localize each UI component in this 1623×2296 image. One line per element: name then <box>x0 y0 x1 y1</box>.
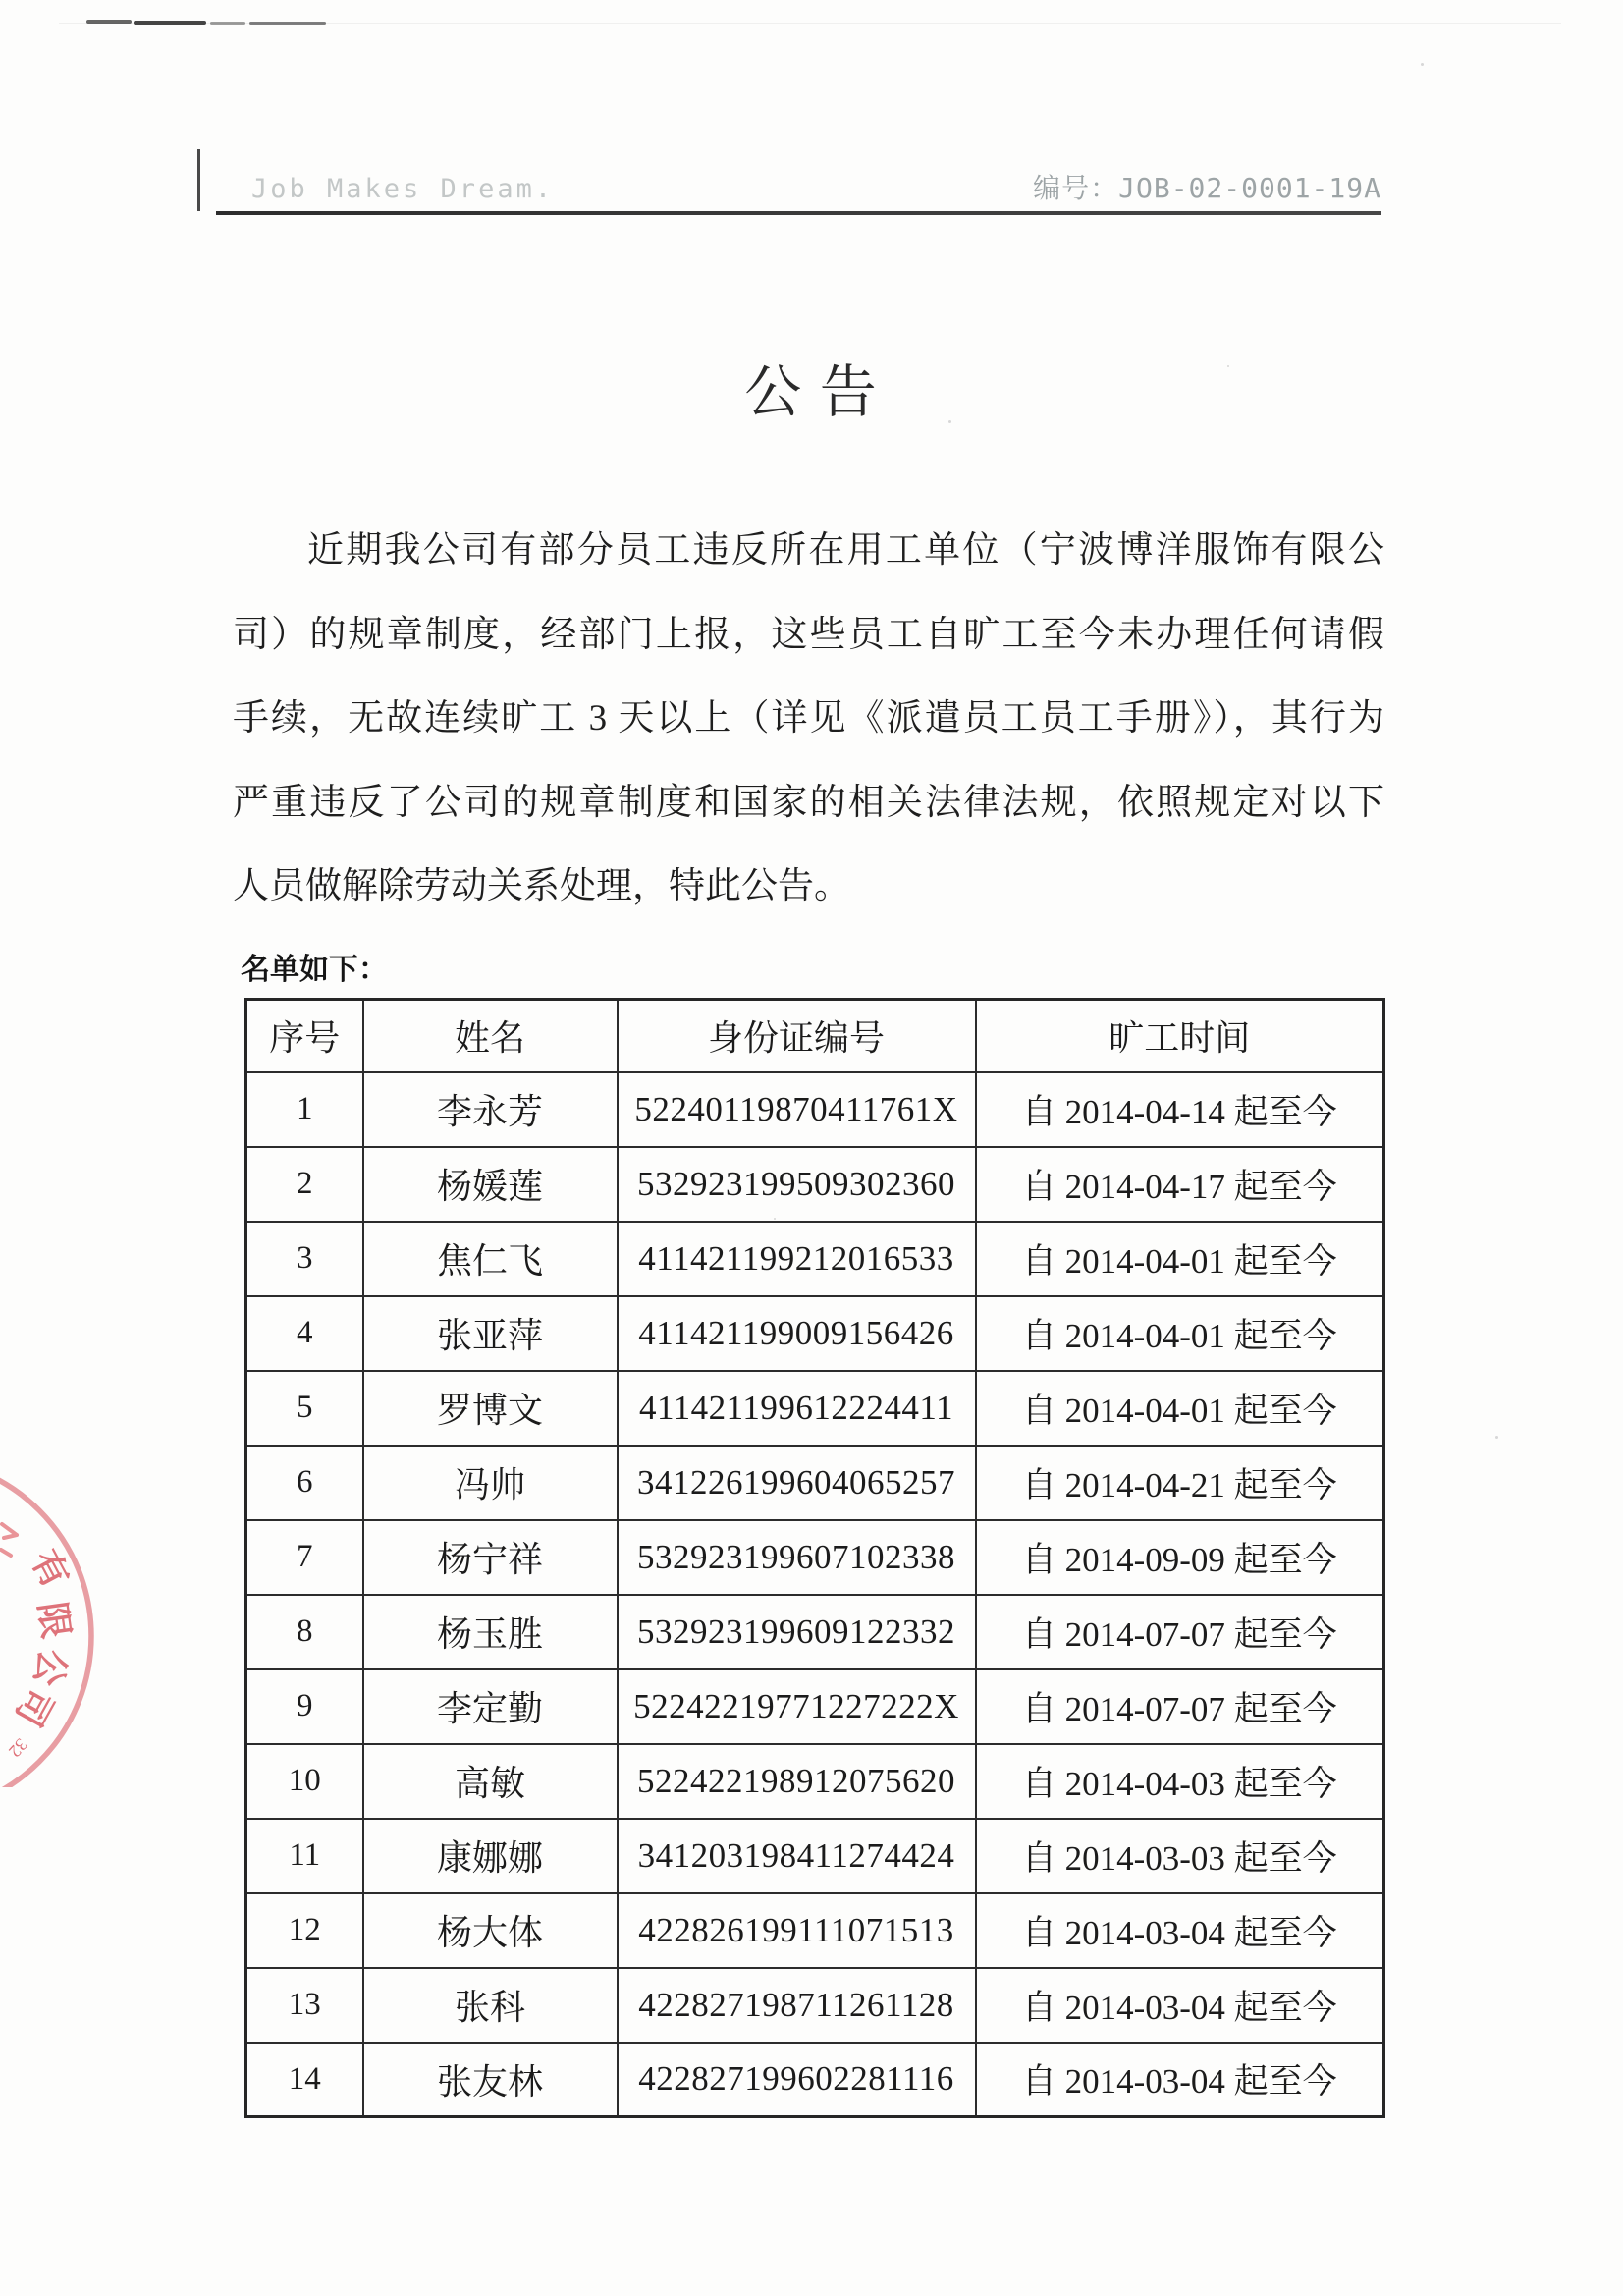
table-cell-name: 杨宁祥 <box>363 1520 618 1595</box>
paragraph-line: 严重违反了公司的规章制度和国家的相关法律法规，依照规定对以下 <box>233 782 1384 823</box>
table-cell-name: 李定勤 <box>363 1669 618 1744</box>
table-row <box>246 1371 1384 1446</box>
company-seal-stamp <box>0 1463 108 1787</box>
column-header: 旷工时间 <box>976 1000 1384 1072</box>
table-cell-period: 自 2014-03-04 起至今 <box>976 1893 1384 1968</box>
table-cell-period: 自 2014-04-01 起至今 <box>976 1222 1384 1296</box>
table-row <box>246 1968 1384 2043</box>
table-cell-idx: 1 <box>246 1072 363 1147</box>
seal-character: 有 <box>23 1544 76 1595</box>
table-cell-period: 自 2014-04-01 起至今 <box>976 1371 1384 1446</box>
table-cell-idnum: 422826199111071513 <box>618 1893 976 1968</box>
seal-character: 司 <box>7 1680 60 1733</box>
header-divider <box>216 211 1381 215</box>
table-cell-idx: 5 <box>246 1371 363 1446</box>
table-cell-idx: 10 <box>246 1744 363 1819</box>
table-cell-idnum: 422827198711261128 <box>618 1968 976 2043</box>
table-cell-name: 杨玉胜 <box>363 1595 618 1669</box>
table-row <box>246 1296 1384 1371</box>
table-cell-idx: 6 <box>246 1446 363 1520</box>
table-header-row <box>246 1000 1384 1072</box>
table-cell-idx: 12 <box>246 1893 363 1968</box>
table-cell-period: 自 2014-04-14 起至今 <box>976 1072 1384 1147</box>
table-cell-name: 罗博文 <box>363 1371 618 1446</box>
table-cell-idx: 9 <box>246 1669 363 1744</box>
table-row <box>246 2043 1384 2117</box>
scan-artifact-dash <box>249 22 326 25</box>
table-cell-idnum: 532923199609122332 <box>618 1595 976 1669</box>
scan-artifact-dash <box>134 21 206 25</box>
column-header: 身份证编号 <box>618 1000 976 1072</box>
table-cell-period: 自 2014-09-09 起至今 <box>976 1520 1384 1595</box>
table-row <box>246 1744 1384 1819</box>
table-row <box>246 1520 1384 1595</box>
table-cell-name: 冯帅 <box>363 1446 618 1520</box>
column-header: 序号 <box>246 1000 363 1072</box>
table-cell-name: 高敏 <box>363 1744 618 1819</box>
table-cell-name: 张友林 <box>363 2043 618 2117</box>
table-cell-idnum: 532923199607102338 <box>618 1520 976 1595</box>
list-intro-label: 名单如下： <box>241 954 388 986</box>
scan-artifact-vertical <box>197 149 200 211</box>
table-row <box>246 1446 1384 1520</box>
table-row <box>246 1147 1384 1222</box>
document-number-label: 编号： <box>1033 172 1119 204</box>
table-cell-period: 自 2014-04-01 起至今 <box>976 1296 1384 1371</box>
table-row <box>246 1222 1384 1296</box>
table-cell-idx: 7 <box>246 1520 363 1595</box>
paragraph-line: 人员做解除劳动关系处理，特此公告。 <box>233 866 850 907</box>
paragraph-line: 手续，无故连续旷工 3 天以上（详见《派遣员工员工手册》），其行为 <box>233 698 1384 739</box>
table-cell-idnum: 532923199509302360 <box>618 1147 976 1222</box>
table-cell-idnum: 341203198411274424 <box>618 1819 976 1893</box>
table-row <box>246 1595 1384 1669</box>
seal-partial-char <box>1 1524 17 1556</box>
scan-artifact-dash <box>86 20 132 24</box>
seal-character: 公 <box>26 1645 73 1690</box>
table-cell-name: 焦仁飞 <box>363 1222 618 1296</box>
table-cell-idnum: 411421199009156426 <box>618 1296 976 1371</box>
document-title: 公 告 <box>744 360 879 424</box>
table-cell-period: 自 2014-04-21 起至今 <box>976 1446 1384 1520</box>
table-row <box>246 1819 1384 1893</box>
document-header <box>251 167 1381 206</box>
table-cell-period: 自 2014-07-07 起至今 <box>976 1595 1384 1669</box>
seal-ring <box>0 1463 91 1787</box>
paragraph-line: 近期我公司有部分员工违反所在用工单位（宁波博洋服饰有限公 <box>307 530 1384 571</box>
document-number <box>1033 167 1381 206</box>
table-cell-idnum: 341226199604065257 <box>618 1446 976 1520</box>
table-cell-name: 李永芳 <box>363 1072 618 1147</box>
table-cell-period: 自 2014-03-04 起至今 <box>976 2043 1384 2117</box>
table-cell-idx: 3 <box>246 1222 363 1296</box>
table-cell-idx: 2 <box>246 1147 363 1222</box>
column-header: 姓名 <box>363 1000 618 1072</box>
table-row <box>246 1072 1384 1147</box>
table-cell-period: 自 2014-07-07 起至今 <box>976 1669 1384 1744</box>
seal-character: 限 <box>30 1599 76 1642</box>
table-cell-idnum: 52240119870411761X <box>618 1072 976 1147</box>
table-cell-name: 杨媛莲 <box>363 1147 618 1222</box>
scan-speck <box>1421 63 1424 66</box>
table-cell-idx: 8 <box>246 1595 363 1669</box>
table-cell-name: 康娜娜 <box>363 1819 618 1893</box>
table-cell-idx: 4 <box>246 1296 363 1371</box>
absence-roster-table <box>244 998 1385 2118</box>
table-cell-idnum: 422827199602281116 <box>618 2043 976 2117</box>
table-cell-idnum: 522422198912075620 <box>618 1744 976 1819</box>
table-cell-idnum: 411421199612224411 <box>618 1371 976 1446</box>
table-cell-idnum: 52242219771227222X <box>618 1669 976 1744</box>
table-cell-name: 张科 <box>363 1968 618 2043</box>
table-cell-period: 自 2014-04-03 起至今 <box>976 1744 1384 1819</box>
table-cell-name: 杨大体 <box>363 1893 618 1968</box>
table-cell-period: 自 2014-04-17 起至今 <box>976 1147 1384 1222</box>
seal-serial-number: 32 <box>5 1734 31 1762</box>
table-cell-name: 张亚萍 <box>363 1296 618 1371</box>
table-cell-idx: 13 <box>246 1968 363 2043</box>
table-cell-idnum: 411421199212016533 <box>618 1222 976 1296</box>
table-row <box>246 1893 1384 1968</box>
header-slogan: Job Makes Dream. <box>251 174 555 204</box>
paragraph-line: 司）的规章制度，经部门上报，这些员工自旷工至今未办理任何请假 <box>233 614 1384 655</box>
table-cell-idx: 11 <box>246 1819 363 1893</box>
announcement-body <box>233 509 1384 929</box>
table-cell-period: 自 2014-03-03 起至今 <box>976 1819 1384 1893</box>
document-number-value: JOB-02-0001-19A <box>1118 172 1381 204</box>
table-cell-idx: 14 <box>246 2043 363 2117</box>
table-cell-period: 自 2014-03-04 起至今 <box>976 1968 1384 2043</box>
scan-speck <box>1495 1436 1498 1439</box>
table-row <box>246 1669 1384 1744</box>
scan-artifact-dash <box>210 22 245 25</box>
